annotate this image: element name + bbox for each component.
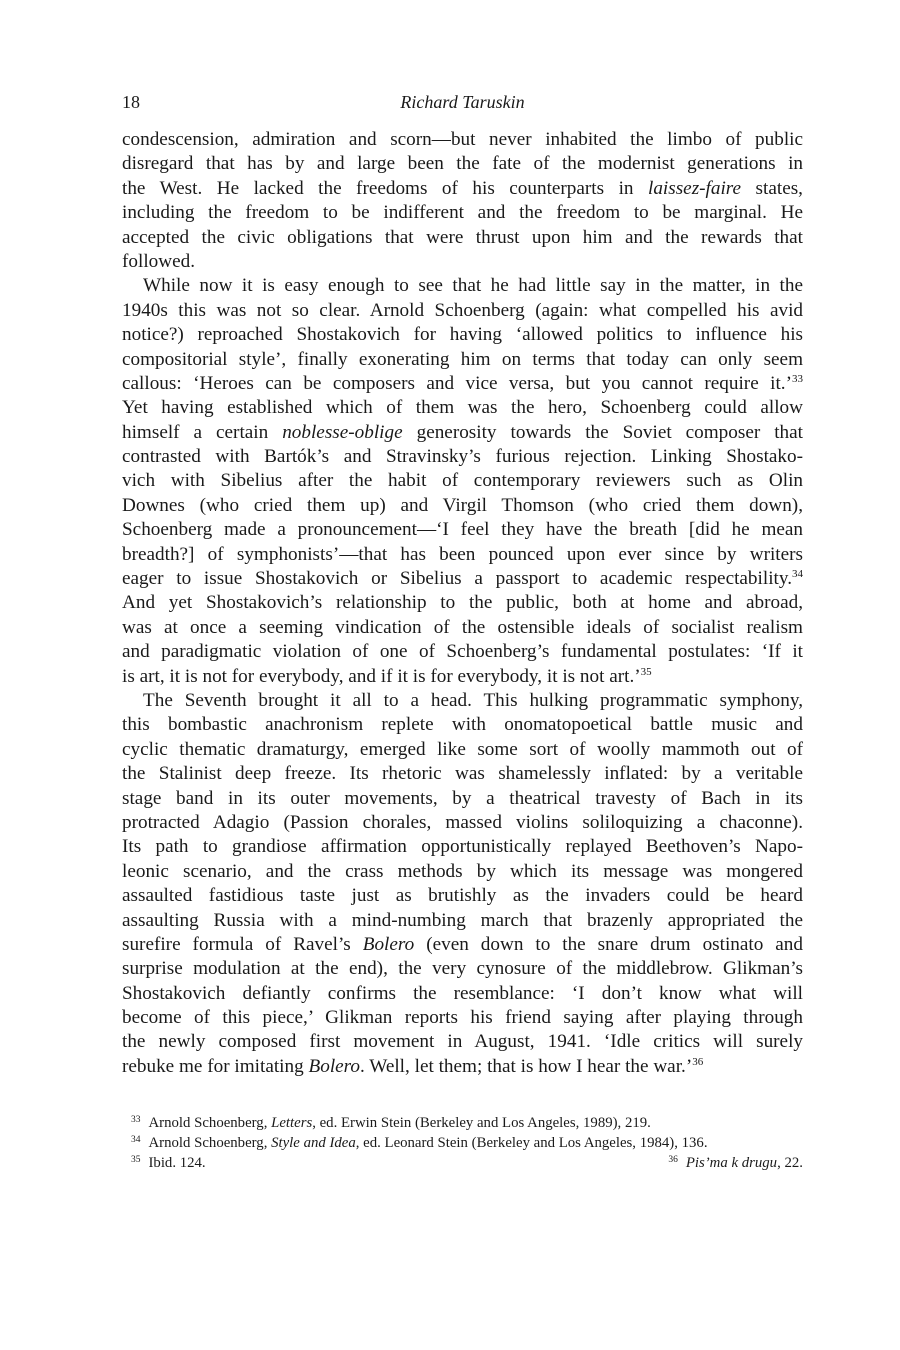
- text-line: [122, 543, 803, 567]
- text-run: callous: ‘Heroes can be composers and vice versa, but you cannot require it.’: [122, 372, 792, 394]
- text-line: [122, 226, 803, 250]
- text-line: [122, 616, 803, 640]
- text-line: [122, 982, 803, 1006]
- italic-text: laissez-faire: [647, 177, 742, 199]
- text-line: [122, 128, 803, 152]
- text-run: the newly composed first movement in August, 1941. ‘Idle critics will surely: [122, 1031, 803, 1053]
- text-run: is art, it is not for everybody, and if it is for everybody, it is not art.’: [122, 665, 641, 687]
- text-run: Schoenberg made a pronouncement—‘I feel they have the breath [did he mean: [122, 519, 803, 541]
- text-line: [122, 201, 803, 225]
- italic-text: noblesse-oblige: [282, 421, 403, 443]
- text-run: stage band in its outer movements, by a theatrical travesty of Bach in its: [122, 787, 803, 809]
- text-run: assaulting Russia with a mind-numbing march that brazenly appropriated the: [122, 909, 803, 931]
- footnote-ref[interactable]: 36: [692, 1055, 704, 1068]
- text-line: [122, 421, 803, 445]
- text-run: contrasted with Bartók’s and Stravinsky’s furious rejection. Linking Shostako-: [122, 446, 803, 468]
- text-run: The Seventh brought it all to a head. This hulking programmatic symphony,: [143, 689, 803, 711]
- text-line: [122, 1006, 803, 1030]
- text-run: breadth?] of symphonists’—that has been pounced upon ever since by writers: [122, 543, 803, 565]
- text-line: [122, 152, 803, 176]
- text-line: [122, 738, 803, 762]
- text-run: (even down to the snare drum ostinato and: [414, 933, 803, 955]
- footnote-number: 33: [131, 1115, 141, 1125]
- text-line: [122, 787, 803, 811]
- text-line: [122, 909, 803, 933]
- text-line: [122, 811, 803, 835]
- text-run: While now it is easy enough to see that he had little say in the matter, in the: [143, 275, 803, 297]
- text-run: the Stalinist deep freeze. Its rhetoric was shamelessly inflated: by a veritable: [122, 763, 803, 785]
- text-line: [122, 372, 803, 396]
- text-run: become of this piece,’ Glikman reports his friend saying after playing through: [122, 1007, 803, 1029]
- text-run: compositorial style’, finally exonerating him on terms that today can only seem: [122, 348, 803, 370]
- footnote-ref[interactable]: 35: [640, 665, 652, 678]
- text-run: including the freedom to be indifferent and the freedom to be marginal. He: [122, 202, 803, 224]
- text-run: , 22.: [777, 1155, 803, 1171]
- footnote-number: 34: [131, 1135, 141, 1145]
- text-run: surprise modulation at the end), the very cynosure of the middlebrow. Glikman’s: [122, 958, 803, 980]
- text-line: [122, 957, 803, 981]
- text-run: assaulted fastidious taste just as brutishly as the invaders could be heard: [122, 885, 803, 907]
- text-line: [122, 665, 803, 689]
- text-run: Arnold Schoenberg,: [148, 1115, 272, 1131]
- text-line: [122, 835, 803, 859]
- text-run: , ed. Erwin Stein (Berkeley and Los Angeles, 1989), 219.: [312, 1115, 651, 1131]
- text-run: the West. He lacked the freedoms of his counterparts in: [122, 177, 648, 199]
- italic-text: Pis’ma k drugu: [685, 1155, 778, 1171]
- text-line: [122, 860, 803, 884]
- text-line: [122, 1030, 803, 1054]
- text-run: followed.: [122, 250, 196, 272]
- text-run: cyclic thematic dramaturgy, emerged like some sort of woolly mammoth out of: [122, 738, 803, 760]
- text-run: Shostakovich defiantly confirms the resemblance: ‘I don’t know what will: [122, 982, 803, 1004]
- text-line: [122, 396, 803, 420]
- footnote-ref[interactable]: 34: [792, 568, 803, 581]
- page-header: [122, 92, 803, 116]
- text-line: [122, 640, 803, 664]
- footnotes: [122, 1113, 803, 1173]
- text-run: this bombastic anachronism replete with onomatopoetical battle music and: [122, 714, 803, 736]
- footnote: [122, 1113, 803, 1133]
- text-run: , ed. Leonard Stein (Berkeley and Los Angeles, 1984), 136.: [355, 1135, 708, 1151]
- text-run: condescension, admiration and scorn—but never inhabited the limbo of public: [122, 129, 803, 150]
- text-line: [122, 1055, 803, 1079]
- text-run: notice?) reproached Shostakovich for having ‘allowed politics to influence his: [122, 324, 803, 346]
- text-run: Downes (who cried them up) and Virgil Thomson (who cried them down),: [122, 494, 803, 516]
- italic-text: Bolero: [308, 1055, 361, 1077]
- footnote: [122, 1153, 803, 1173]
- text-line: [122, 494, 803, 518]
- text-line: [122, 591, 803, 615]
- text-run: himself a certain: [122, 421, 283, 443]
- text-run: leonic scenario, and the crass methods by which its message was mongered: [122, 860, 803, 882]
- text-run: eager to issue Shostakovich or Sibelius a passport to academic respectability.: [122, 568, 792, 590]
- text-run: and paradigmatic violation of one of Schoenberg’s fundamental postulates: ‘If it: [122, 641, 803, 663]
- text-line: [122, 177, 803, 201]
- footnote-number: 36: [668, 1155, 678, 1165]
- footnote: [122, 1133, 803, 1153]
- text-run: Arnold Schoenberg,: [148, 1135, 272, 1151]
- text-line: [122, 323, 803, 347]
- text-line: [122, 713, 803, 737]
- text-run: accepted the civic obligations that were thrust upon him and the rewards that: [122, 226, 803, 248]
- text-line: [122, 689, 803, 713]
- text-line: [122, 445, 803, 469]
- text-run: Ibid. 124.: [148, 1155, 206, 1171]
- text-line: [122, 884, 803, 908]
- text-run: 1940s this was not so clear. Arnold Schoenberg (again: what compelled his avid: [122, 299, 803, 321]
- text-run: And yet Shostakovich’s relationship to the public, both at home and abroad,: [122, 592, 803, 614]
- text-line: [122, 518, 803, 542]
- text-run: surefire formula of Ravel’s: [122, 933, 363, 955]
- text-run: vich with Sibelius after the habit of contemporary reviewers such as Olin: [122, 470, 803, 492]
- page-number: 18: [122, 92, 140, 112]
- text-line: [122, 933, 803, 957]
- text-run: disregard that has by and large been the fate of the modernist generations in: [122, 153, 803, 175]
- body-text: [122, 128, 803, 1079]
- text-line: [122, 567, 803, 591]
- footnote: [659, 1153, 803, 1173]
- footnote-ref[interactable]: 33: [792, 372, 803, 385]
- text-run: states,: [741, 177, 803, 199]
- text-run: was at once a seeming vindication of the ostensible ideals of socialist realism: [122, 616, 803, 638]
- text-run: Yet having established which of them was the hero, Schoenberg could allow: [122, 397, 803, 419]
- text-line: [122, 348, 803, 372]
- footnote-number: 35: [131, 1155, 141, 1165]
- text-run: generosity towards the Soviet composer that: [402, 421, 803, 443]
- text-run: protracted Adagio (Passion chorales, massed violins soliloquizing a chaconne).: [122, 811, 803, 833]
- text-line: [122, 469, 803, 493]
- running-head: Richard Taruskin: [400, 92, 525, 112]
- text-run: Its path to grandiose affirmation opportunistically replayed Beethoven’s Napo-: [122, 836, 803, 858]
- italic-text: Letters: [271, 1115, 313, 1131]
- text-line: [122, 762, 803, 786]
- italic-text: Style and Idea: [271, 1135, 356, 1151]
- text-run: . Well, let them; that is how I hear the war.’: [360, 1055, 693, 1077]
- text-run: rebuke me for imitating: [122, 1055, 309, 1077]
- text-line: [122, 250, 803, 274]
- italic-text: Bolero: [362, 933, 415, 955]
- text-line: [122, 274, 803, 298]
- text-line: [122, 299, 803, 323]
